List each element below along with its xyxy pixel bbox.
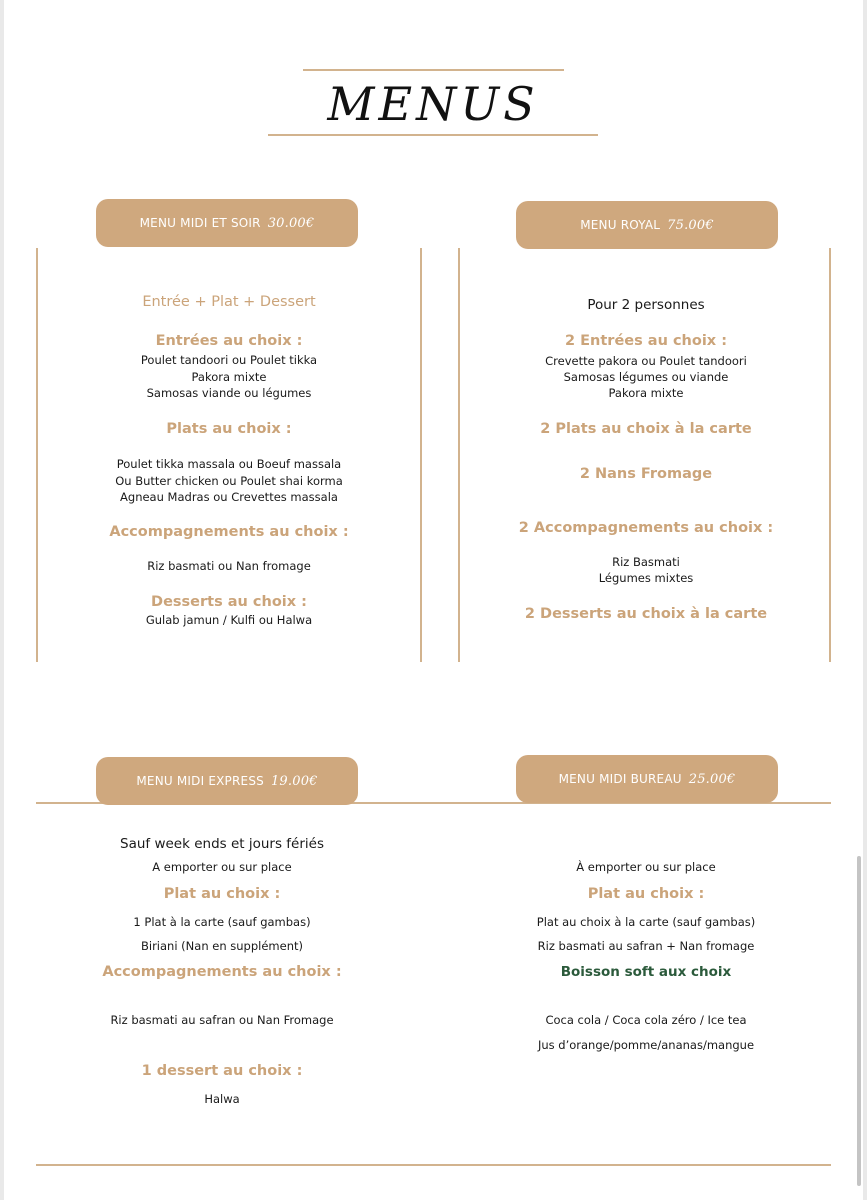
menu3-name: MENU MIDI EXPRESS [136,774,264,788]
menu2-subtitle: Pour 2 personnes [587,297,705,313]
page-footer-rule [36,1164,831,1166]
menu4-item: Riz basmati au safran + Nan fromage [537,939,755,953]
menu2-item: Légumes mixtes [598,571,694,585]
menu3-subtitle: Sauf week ends et jours fériés [120,836,324,852]
menu2-heading-plats: 2 Plats au choix à la carte [540,421,752,437]
menu4-heading-plat: Plat au choix : [587,886,705,902]
menu2-heading-entrees: 2 Entrées au choix : [565,333,727,349]
menu3-heading-plat: Plat au choix : [163,886,281,902]
menu2-item: Pakora mixte [608,386,684,400]
menu2-heading-desserts: 2 Desserts au choix à la carte [524,606,768,622]
menu2-header [516,201,778,249]
menu1-heading-desserts: Desserts au choix : [151,594,307,610]
menu3-heading-dessert: 1 dessert au choix : [141,1063,303,1079]
page-title: MENUS [327,77,539,131]
menu1-item: Samosas viande ou légumes [146,386,312,400]
menu3-item: Halwa [204,1092,240,1106]
menu3-heading-accompagnements: Accompagnements au choix : [102,964,342,980]
title-rule-top [303,69,564,71]
menu1-heading-accompagnements: Accompagnements au choix : [109,524,349,540]
menu1-item: Ou Butter chicken ou Poulet shai korma [115,474,343,488]
menu2-item: Samosas légumes ou viande [563,370,729,384]
menu2-name: MENU ROYAL [580,218,661,232]
menu1-name: MENU MIDI ET SOIR [139,216,261,230]
menu4-item: Plat au choix à la carte (sauf gambas) [536,915,756,929]
menu2-item: Riz Basmati [612,555,680,569]
menu4-price: 25.00€ [688,771,736,787]
menu4-header [516,755,778,803]
menu2-price: 75.00€ [667,217,714,233]
menu4-item: Jus d’orange/pomme/ananas/mangue [537,1038,755,1052]
menu1-item: Agneau Madras ou Crevettes massala [120,490,338,504]
title-rule-bottom [268,134,598,136]
menu4-subtitle: À emporter ou sur place [576,860,716,874]
menu1-item: Riz basmati ou Nan fromage [147,559,311,573]
menu2-item: Crevette pakora ou Poulet tandoori [545,354,747,368]
menu4-name: MENU MIDI BUREAU [558,772,682,786]
menu1-item: Pakora mixte [191,370,267,384]
scrollbar[interactable] [857,856,861,1186]
menu3-item: A emporter ou sur place [152,860,292,874]
menu3-header [96,757,358,805]
menu1-header [96,199,358,247]
menu1-item: Gulab jamun / Kulfi ou Halwa [145,613,313,627]
menu2-heading-nans: 2 Nans Fromage [579,466,713,482]
menu3-price: 19.00€ [270,773,318,789]
menu1-heading-entrees: Entrées au choix : [155,333,303,349]
menu1-item: Poulet tikka massala ou Boeuf massala [116,457,342,471]
menu3-item: Biriani (Nan en supplément) [140,939,303,953]
menu4-heading-boisson: Boisson soft aux choix [560,964,732,980]
page-edge-right [863,0,867,1200]
menu1-subtitle: Entrée + Plat + Dessert [142,294,316,310]
menu1-price: 30.00€ [267,215,315,231]
menu2-heading-accompagnements: 2 Accompagnements au choix : [518,520,774,536]
menu4-item: Coca cola / Coca cola zéro / Ice tea [545,1013,747,1027]
page-edge-left [0,0,4,1200]
menu1-item: Poulet tandoori ou Poulet tikka [140,353,318,367]
menu3-item: 1 Plat à la carte (sauf gambas) [133,915,311,929]
menu3-item: Riz basmati au safran ou Nan Fromage [110,1013,334,1027]
menu1-heading-plats: Plats au choix : [166,421,292,437]
